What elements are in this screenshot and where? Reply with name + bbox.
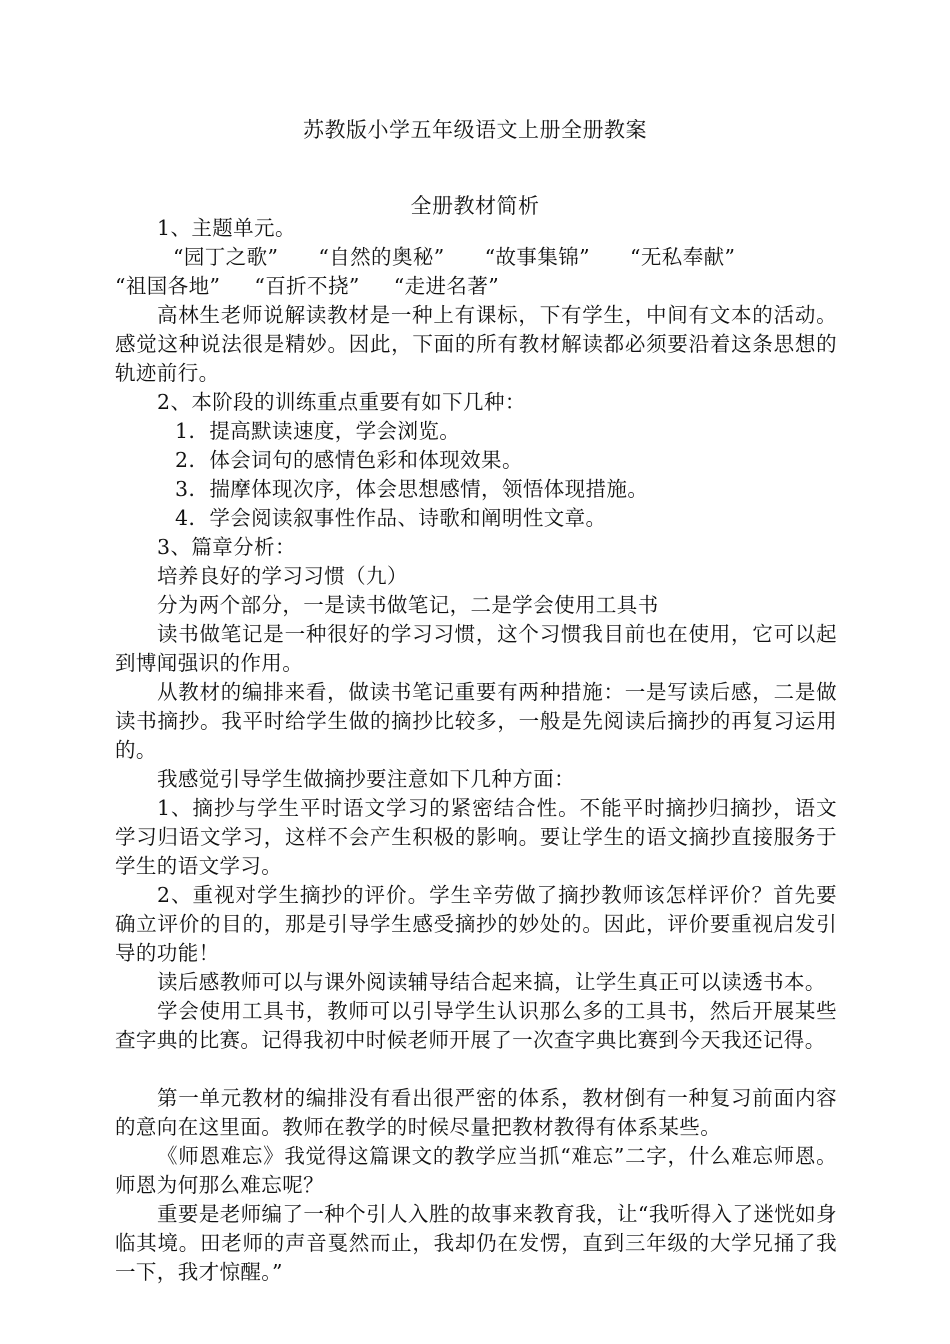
- theme-unit: “走进名著”: [393, 274, 500, 298]
- document-body: [115, 214, 837, 1287]
- body-paragraph: 读后感教师可以与课外阅读辅导结合起来搞，让学生真正可以读透书本。: [157, 970, 826, 994]
- body-paragraph: 第一单元教材的编排没有看出很严密的体系，教材倒有一种复习前面内容的意向在这里面。教师在教学的时候尽量把教材教得有体系某些。: [115, 1086, 837, 1139]
- habit-title: 培养良好的学习习惯（九）: [157, 564, 408, 588]
- section3-heading: 3、篇章分析：: [157, 535, 296, 559]
- theme-unit: “故事集锦”: [484, 245, 591, 269]
- training-point: 4．学会阅读叙事性作品、诗歌和阐明性文章。: [175, 506, 607, 530]
- body-paragraph: 从教材的编排来看，做读书笔记重要有两种措施：一是写读后感，二是做读书摘抄。我平时给学生做的摘抄比较多，一般是先阅读后摘抄的再复习运用的。: [115, 680, 837, 762]
- theme-unit: “祖国各地”: [115, 274, 221, 298]
- body-paragraph: 读书做笔记是一种很好的学习习惯，这个习惯我目前也在使用，它可以起到博闻强识的作用。: [115, 622, 837, 675]
- theme-unit: “百折不挠”: [254, 274, 360, 298]
- theme-line-2: [115, 272, 837, 301]
- theme-unit: “自然的奥秘”: [318, 245, 445, 269]
- training-point: 3．揣摩体现次序，体会思想感情，领悟体现措施。: [175, 477, 649, 501]
- section1-heading: 1、主题单元。: [157, 216, 296, 240]
- training-point: 2．体会词句的感情色彩和体现效果。: [175, 448, 523, 472]
- body-paragraph: 学会使用工具书，教师可以引导学生认识那么多的工具书，然后开展某些查字典的比赛。记得我初中时候老师开展了一次查字典比赛到今天我还记得。: [115, 999, 837, 1052]
- theme-line-1: [115, 243, 837, 272]
- document-title: 苏教版小学五年级语文上册全册教案: [303, 118, 647, 142]
- body-paragraph: 重要是老师编了一种个引人入胜的故事来教育我，让“我听得入了迷恍如身临其境。田老师的声音戛然而止，我却仍在发愣，直到三年级的大学兄捅了我一下，我才惊醒。”: [115, 1202, 837, 1284]
- section2-heading: 2、本阶段的训练重点重要有如下几种：: [157, 390, 526, 414]
- document-subtitle: 全册教材简析: [410, 194, 540, 218]
- intro-paragraph: 高林生老师说解读教材是一种上有课标，下有学生，中间有文本的活动。感觉这种说法很是精妙。因此，下面的所有教材解读都必须要沿着这条思想的轨迹前行。: [115, 303, 837, 385]
- training-point: 1．提高默读速度，学会浏览。: [175, 419, 461, 443]
- paragraph-gap: [115, 1055, 837, 1084]
- body-paragraph: 分为两个部分，一是读书做笔记，二是学会使用工具书: [157, 593, 659, 617]
- body-paragraph: 1、摘抄与学生平时语文学习的紧密结合性。不能平时摘抄归摘抄，语文学习归语文学习，这样不会产生积极的影响。要让学生的语文摘抄直接服务于学生的语文学习。: [115, 796, 837, 878]
- body-paragraph: 我感觉引导学生做摘抄要注意如下几种方面：: [157, 767, 575, 791]
- body-paragraph: 2、重视对学生摘抄的评价。学生辛劳做了摘抄教师该怎样评价？首先要确立评价的目的，那是引导学生感受摘抄的妙处的。因此，评价要重视启发引导的功能！: [115, 883, 837, 965]
- theme-unit: “无私奉献”: [630, 245, 736, 269]
- training-points-list: [115, 417, 837, 533]
- body-paragraph: 《师恩难忘》我觉得这篇课文的教学应当抓“难忘”二字，什么难忘师恩。师恩为何那么难忘呢？: [115, 1144, 837, 1197]
- theme-unit: “园丁之歌”: [173, 245, 279, 269]
- theme-units: [115, 243, 837, 301]
